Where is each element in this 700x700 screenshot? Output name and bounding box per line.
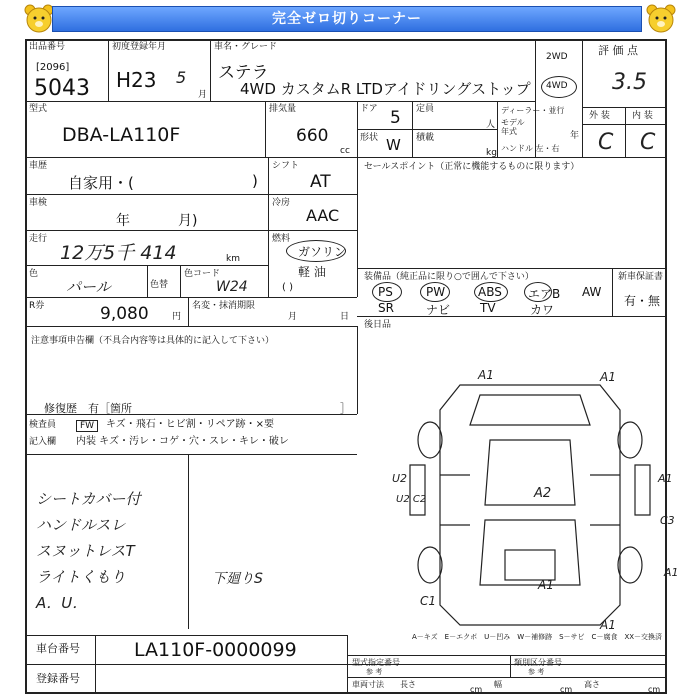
history-close: ) (252, 172, 258, 190)
mark-a1-rear-right: A1 (664, 566, 679, 579)
inspector-fw: FW (76, 420, 98, 432)
ac-label: 冷房 (272, 198, 291, 208)
warranty-value: 有・無 (624, 294, 661, 308)
equip-tv: TV (480, 301, 496, 315)
history-label: 車歴 (29, 161, 48, 171)
note-line-3: スヌットレスT (36, 542, 135, 560)
note-line-1: シートカバー付 (36, 490, 141, 508)
item-no-label: 出品番号 (29, 42, 66, 52)
equip-airbag: エアB (528, 287, 561, 301)
body-size-label: 車両寸法 (352, 680, 384, 689)
width-label: 幅 (494, 680, 502, 689)
width-unit: cm (560, 685, 573, 694)
displacement-unit: cc (340, 146, 350, 156)
capacity-label: 定員 (416, 104, 435, 114)
displacement-label: 排気量 (269, 104, 297, 114)
equip-navi: ナビ (426, 303, 451, 317)
first-reg-year: H23 (116, 68, 157, 92)
mark-u2-c2: U2 C2 (396, 494, 427, 505)
class-code-ref: 参 考 (528, 668, 545, 676)
inspection-month: 月) (178, 213, 198, 229)
inspection-year: 年 (116, 213, 130, 229)
repair-history-close: ］ (340, 402, 351, 415)
repair-history: 修復歴 有［箇所 (44, 402, 132, 415)
chassis-label: 車台番号 (36, 642, 80, 655)
equip-sr: SR (378, 301, 394, 315)
year-unit: 年 (570, 131, 580, 141)
drive-2wd: 2WD (546, 52, 568, 62)
inspector-row1: キズ・飛石・ヒビ割・リペア跡・×要 (106, 419, 274, 430)
first-reg-month-unit: 月 (198, 90, 208, 100)
fuel-paren: ( ) (282, 282, 293, 293)
mark-c3: C3 (660, 514, 675, 527)
name-change-day: 日 (340, 312, 350, 322)
length-unit: cm (470, 685, 483, 694)
equip-pw: PW (426, 285, 446, 299)
damage-legend: A－キズ E－エクボ U－凹み W－補修跡 S－サビ C－腐食 XX－交換済 (412, 633, 663, 641)
dealer-label: ディーラー・並行 (501, 106, 565, 115)
door-value: 5 (390, 108, 401, 128)
load-unit: kg (486, 148, 497, 158)
exterior-grade: C (598, 130, 614, 155)
inspector-label-1: 検査員 (29, 420, 57, 430)
chassis-number: LA110F-0000099 (134, 639, 297, 661)
grade: 4WD カスタムR LTDアイドリングストップ (240, 80, 531, 98)
lot-sub: [2096] (36, 62, 70, 73)
color-code-value: W24 (216, 279, 248, 295)
mark-u2: U2 (392, 472, 408, 485)
length-label: 長さ (400, 680, 416, 689)
mileage-label: 走行 (29, 234, 48, 244)
car-name: ステラ (218, 63, 269, 83)
inspection-label: 車検 (29, 198, 48, 208)
equipment-label: 装備品（純正品に限り○で囲んで下さい） (364, 272, 534, 282)
interior-grade: C (640, 130, 656, 155)
mascot-bear-icon (22, 2, 56, 36)
displacement-value: 660 (296, 126, 329, 146)
capacity-unit: 人 (486, 120, 496, 130)
recycle-label: R券 (29, 301, 45, 311)
mark-a1-front-left: A1 (478, 368, 494, 382)
load-label: 積載 (416, 133, 435, 143)
equip-leather: カワ (530, 303, 555, 317)
handle-label: ハンドル 左・右 (501, 144, 560, 153)
drive-4wd: 4WD (546, 81, 568, 91)
name-grade-label: 車名・グレード (214, 42, 278, 52)
registration-label: 登録番号 (36, 672, 80, 685)
shape-label: 形状 (360, 133, 379, 143)
mark-a1-bottom: A1 (600, 618, 616, 632)
fuel-label: 燃料 (272, 234, 291, 244)
recycle-unit: 円 (172, 312, 182, 322)
history-value: 自家用・( (68, 174, 134, 192)
notes-label: 注意事項申告欄（不具合内容等は具体的に記入して下さい） (31, 336, 275, 346)
mileage-value: 12万5千 414 (60, 242, 177, 264)
mark-a2: A2 (534, 486, 552, 501)
color-code-label: 色コード (184, 269, 221, 279)
aftermarket-label: 後日品 (364, 320, 392, 330)
fuel-value: ガソリン (298, 245, 347, 259)
lot-number: 5043 (34, 76, 90, 101)
first-reg-month: 5 (176, 68, 187, 87)
equip-ps: PS (378, 285, 393, 299)
type-approval-ref: 参 考 (366, 668, 383, 676)
equip-abs: ABS (478, 285, 502, 299)
mark-a1-rear: A1 (538, 578, 554, 592)
mark-c1: C1 (420, 594, 437, 608)
name-change-month: 月 (288, 312, 298, 322)
page-banner: 完全ゼロ切りコーナー (52, 6, 642, 32)
mascot-bear-icon (644, 2, 678, 36)
color-value: パール (66, 278, 111, 296)
inspector-label-2: 記入欄 (29, 437, 57, 447)
model-label: モデル (501, 118, 525, 127)
note-line-5: A．U． (36, 594, 88, 612)
shift-label: シフト (272, 161, 300, 171)
mark-a1-right: A1 (658, 472, 673, 485)
interior-label: 内 装 (632, 111, 653, 121)
fuel-alt: 軽 油 (298, 265, 326, 279)
height-label: 高さ (584, 680, 600, 689)
first-reg-label: 初度登録年月 (112, 42, 167, 52)
model-year-label: 年式 (501, 127, 517, 136)
ac-value: AAC (306, 206, 340, 225)
door-label: ドア (360, 104, 378, 114)
color-swap-label: 色替 (150, 280, 169, 290)
equip-aw: AW (582, 285, 602, 299)
name-change-label: 名変・抹消期限 (192, 301, 256, 311)
recycle-value: 9,080 (100, 304, 149, 324)
mileage-unit: km (226, 254, 240, 264)
mark-a1-front-right: A1 (600, 370, 616, 384)
exterior-label: 外 装 (589, 111, 610, 121)
type-value: DBA-LA110F (62, 124, 181, 146)
score-value: 3.5 (612, 70, 647, 95)
shift-value: AT (310, 172, 331, 192)
color-label: 色 (29, 269, 39, 279)
inspector-row2: 内装 キズ・汚レ・コゲ・穴・スレ・キレ・破レ (76, 436, 289, 447)
height-unit: cm (648, 685, 661, 694)
class-code-label: 類別区分番号 (514, 658, 562, 667)
warranty-label: 新車保証書 (618, 272, 664, 282)
score-label: 評 価 点 (598, 44, 638, 57)
note-line-2: ハンドルスレ (36, 516, 126, 534)
type-approval-label: 型式指定番号 (352, 658, 400, 667)
type-label: 型式 (29, 104, 48, 114)
note-side: 下廻りS (212, 571, 263, 587)
sales-point-label: セールスポイント（正常に機能するものに限ります） (364, 162, 580, 172)
note-line-4: ライトくもり (36, 568, 126, 586)
shape-value: W (386, 136, 401, 154)
